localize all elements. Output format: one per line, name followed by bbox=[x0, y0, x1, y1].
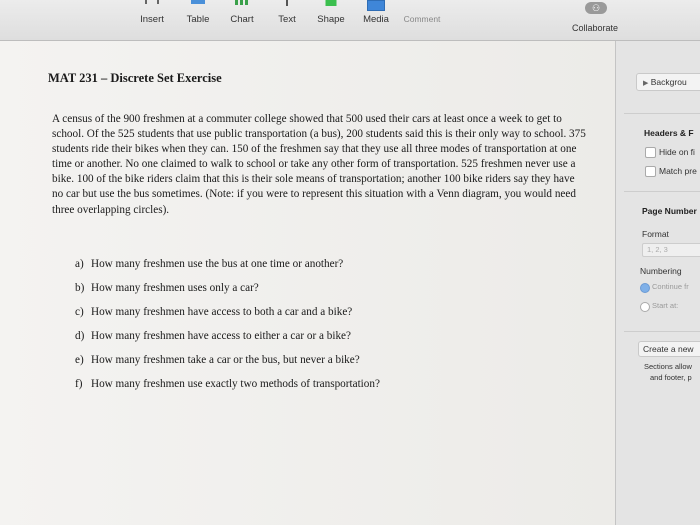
question-letter: e) bbox=[75, 354, 84, 366]
question-letter: d) bbox=[75, 330, 85, 342]
question-text: How many freshmen use the bus at one time or another? bbox=[91, 258, 344, 270]
headers-footers-heading: Headers & F bbox=[644, 128, 694, 138]
numbering-label: Numbering bbox=[640, 266, 682, 276]
start-at-label: Start at: bbox=[652, 301, 679, 310]
question-item bbox=[75, 354, 360, 366]
question-letter: f) bbox=[75, 378, 83, 390]
shape-icon bbox=[326, 0, 337, 6]
background-disclosure[interactable]: ▶ Backgrou bbox=[636, 73, 700, 91]
hide-on-first-checkbox[interactable] bbox=[645, 147, 656, 158]
inspector-sidebar bbox=[615, 41, 700, 525]
table-button[interactable]: Table bbox=[180, 0, 216, 40]
sections-note-line2: and footer, p bbox=[650, 373, 692, 382]
question-item bbox=[75, 306, 352, 318]
insert-icon bbox=[145, 0, 159, 4]
format-label: Format bbox=[642, 229, 669, 239]
document-page[interactable] bbox=[0, 41, 615, 525]
table-icon bbox=[191, 0, 205, 4]
match-previous-checkbox[interactable] bbox=[645, 166, 656, 177]
continue-label: Continue fr bbox=[652, 282, 689, 291]
start-at-radio[interactable] bbox=[640, 302, 650, 312]
chart-icon bbox=[235, 0, 249, 5]
disclosure-triangle-icon: ▶ bbox=[643, 80, 649, 87]
page-number-heading: Page Number bbox=[642, 206, 697, 216]
question-item bbox=[75, 330, 351, 342]
sections-note-line1: Sections allow bbox=[644, 362, 692, 371]
collaborate-button[interactable]: Collaborate bbox=[572, 23, 619, 33]
divider bbox=[624, 113, 700, 114]
question-item bbox=[75, 378, 380, 390]
text-button[interactable]: Text bbox=[271, 0, 303, 40]
document-title: MAT 231 – Discrete Set Exercise bbox=[48, 71, 222, 85]
question-item bbox=[75, 282, 259, 294]
question-text: How many freshmen take a car or the bus, but never a bike? bbox=[91, 354, 360, 366]
question-text: How many freshmen uses only a car? bbox=[91, 282, 259, 294]
continue-radio[interactable] bbox=[640, 283, 650, 293]
text-icon bbox=[286, 0, 288, 6]
divider bbox=[624, 331, 700, 332]
match-previous-label: Match pre bbox=[659, 166, 697, 176]
question-text: How many freshmen have access to either a car or a bike? bbox=[91, 330, 351, 342]
format-select[interactable]: 1, 2, 3 bbox=[642, 243, 700, 257]
media-icon bbox=[367, 0, 385, 11]
create-new-section-button[interactable]: Create a new bbox=[638, 341, 700, 357]
question-text: How many freshmen have access to both a car and a bike? bbox=[91, 306, 353, 318]
problem-paragraph: A census of the 900 freshmen at a commuter college showed that 500 used their cars at least once a week to get to school. Of the 525 students that use public transportation (a bus), 200 students said this is their only way to school. 375 students ride their bikes when they can. 150 of the freshmen say that they use all three modes of transportation at one time or another. No one claimed to walk to school or take any other form of transportation. 525 freshmen never use a bike. 100 of the bike riders claim that this is their sole means of transportation; another 100 bike riders say they have no car but use the bus sometimes. (Note: if you were to represent this situation with a Venn diagram, you would need three overlapping circles). bbox=[52, 113, 586, 216]
question-letter: a) bbox=[75, 258, 84, 270]
question-letter: c) bbox=[75, 306, 84, 318]
divider bbox=[624, 191, 700, 192]
shape-button[interactable]: Shape bbox=[312, 0, 350, 40]
chart-button[interactable]: Chart bbox=[224, 0, 260, 40]
media-button[interactable]: Media bbox=[357, 0, 395, 40]
question-item bbox=[75, 258, 343, 270]
collaborate-icon[interactable]: ⚇ bbox=[585, 2, 607, 14]
insert-button[interactable]: Insert bbox=[130, 0, 174, 40]
toolbar bbox=[0, 0, 700, 41]
question-letter: b) bbox=[75, 282, 85, 294]
comment-button[interactable]: Comment bbox=[403, 14, 441, 24]
hide-on-first-label: Hide on fi bbox=[659, 147, 695, 157]
question-text: How many freshmen use exactly two methods of transportation? bbox=[91, 378, 380, 390]
